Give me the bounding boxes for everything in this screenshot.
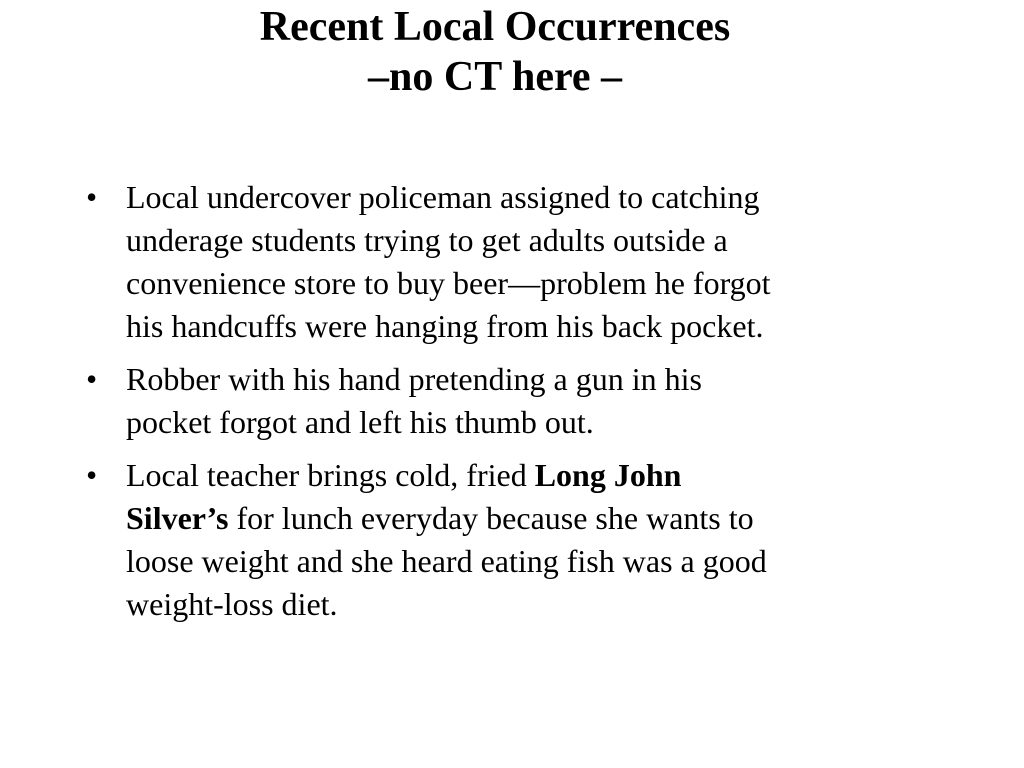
bullet-text-line: underage students trying to get adults outside a [126, 222, 728, 258]
bullet-list [82, 176, 962, 636]
bullet-text-bold: Long John [534, 457, 682, 493]
bullet-text-normal: Local teacher brings cold, fried [126, 457, 535, 493]
bullet-text-normal: for lunch everyday because she wants to [228, 500, 754, 536]
bullet-marker: • [86, 179, 98, 215]
bullet-text-line: weight-loss diet. [126, 586, 338, 622]
bullet-text-line: his handcuffs were hanging from his back pocket. [126, 308, 764, 344]
bullet-text-line: Robber with his hand pretending a gun in his [126, 361, 702, 397]
bullet-text-line: loose weight and she heard eating fish was a good [126, 543, 767, 579]
title-line-1: Recent Local Occurrences [259, 4, 731, 50]
title-line-2: –no CT here – [368, 54, 622, 100]
bullet-marker: • [86, 361, 98, 397]
bullet-item-robber [82, 358, 962, 444]
bullet-text-line [126, 454, 962, 497]
bullet-item-policeman [82, 176, 962, 348]
bullet-marker: • [86, 457, 98, 493]
bullet-text-line: convenience store to buy beer—problem he forgot [126, 265, 771, 301]
bullet-item-teacher [82, 454, 962, 626]
bullet-text-line: pocket forgot and left his thumb out. [126, 404, 594, 440]
slide-title [0, 2, 990, 102]
bullet-text-line: Local undercover policeman assigned to catching [126, 179, 760, 215]
bullet-text-line [126, 497, 962, 540]
bullet-text-bold: Silver’s [126, 500, 229, 536]
